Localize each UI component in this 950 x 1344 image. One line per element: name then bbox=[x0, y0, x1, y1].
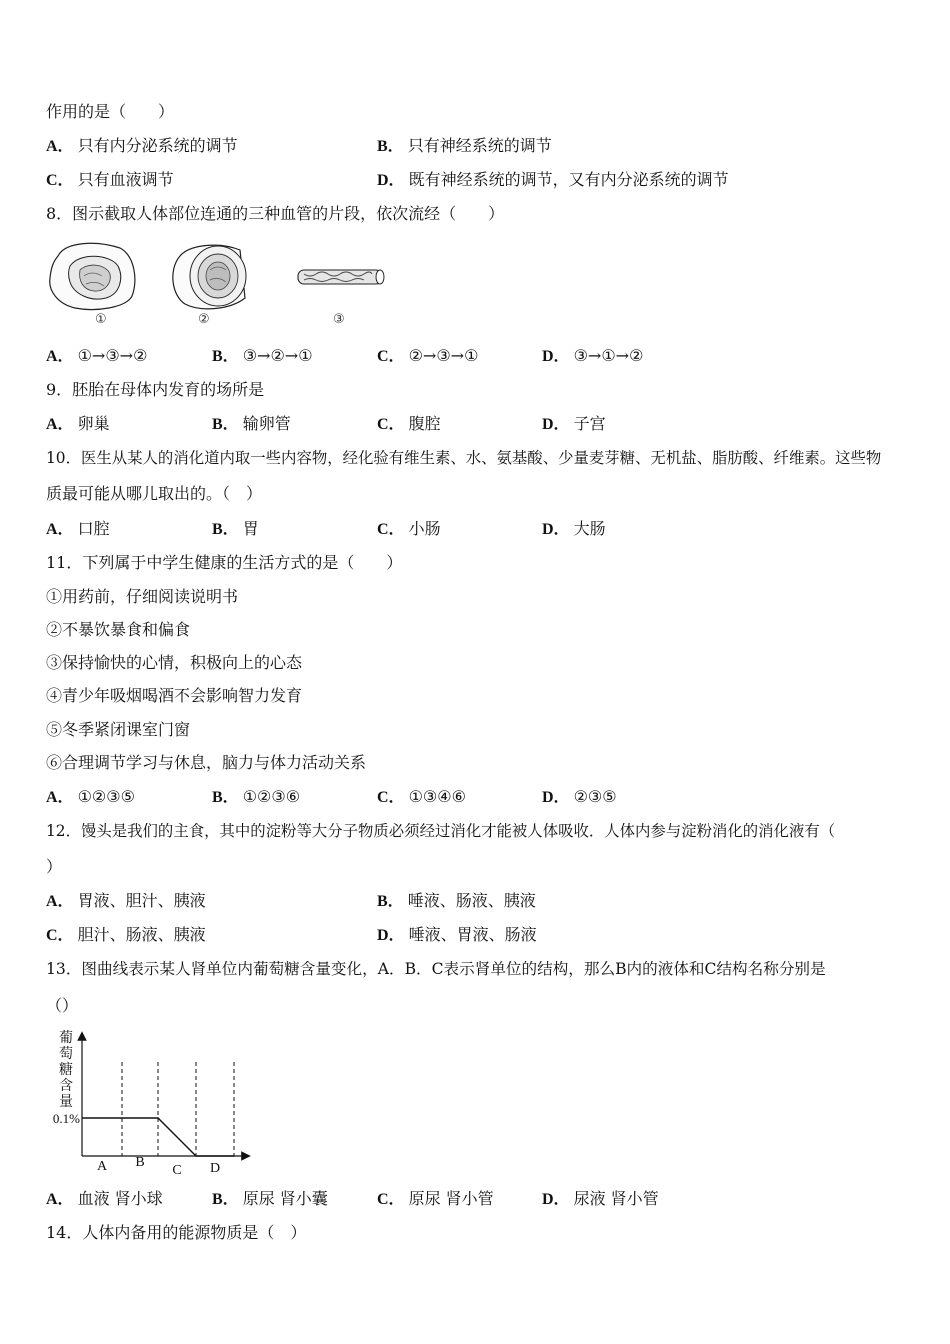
q11-option-a bbox=[46, 787, 135, 808]
glucose-series-line bbox=[82, 1118, 234, 1156]
q8-option-c bbox=[377, 346, 478, 367]
option-text: 胆汁、肠液、胰液 bbox=[77, 925, 206, 944]
q10-stem-line2: 质最可能从哪儿取出的。（ ） bbox=[46, 484, 263, 503]
option-text: ①②③⑤ bbox=[77, 787, 135, 806]
option-text: 血液 肾小球 bbox=[77, 1189, 163, 1208]
option-letter: B． bbox=[212, 416, 239, 433]
q8-option-a bbox=[46, 346, 147, 367]
option-text: 大肠 bbox=[573, 519, 606, 538]
option-text: ③→①→② bbox=[573, 346, 644, 365]
option-text: 小肠 bbox=[408, 519, 441, 538]
q11-option-d bbox=[542, 787, 617, 808]
q14-stem: 14．人体内备用的能源物质是（ ） bbox=[46, 1223, 307, 1242]
option-letter: C． bbox=[377, 521, 405, 538]
option-text: ①→③→② bbox=[77, 346, 148, 365]
q8-option-d bbox=[542, 346, 643, 367]
option-text: 只有神经系统的调节 bbox=[407, 136, 552, 155]
q10-option-c bbox=[377, 519, 441, 540]
option-text: 尿液 肾小管 bbox=[573, 1189, 659, 1208]
option-letter: D． bbox=[377, 172, 405, 189]
x-tick-label-a: A bbox=[96, 1159, 108, 1174]
option-letter: B． bbox=[377, 893, 404, 910]
option-letter: A． bbox=[46, 893, 74, 910]
y-tick-label: 0.1% bbox=[52, 1111, 80, 1126]
option-letter: C． bbox=[377, 1191, 405, 1208]
option-text: 子宫 bbox=[573, 414, 606, 433]
q9-option-d bbox=[542, 414, 606, 435]
x-tick-label-c: C bbox=[172, 1163, 182, 1176]
blood-vessels-figure bbox=[40, 236, 400, 314]
q10-option-b bbox=[212, 519, 259, 540]
option-text: ③→②→① bbox=[242, 346, 313, 365]
option-text: 唾液、肠液、胰液 bbox=[407, 891, 536, 910]
option-text: ①②③⑥ bbox=[242, 787, 301, 806]
option-text: 腹腔 bbox=[408, 414, 441, 433]
option-text: 口腔 bbox=[77, 519, 110, 538]
q7-option-a bbox=[46, 136, 238, 157]
q11-option-b bbox=[212, 787, 300, 808]
q9-option-c bbox=[377, 414, 441, 435]
q13-option-a bbox=[46, 1189, 163, 1210]
option-letter: D． bbox=[542, 1191, 570, 1208]
option-letter: D． bbox=[542, 521, 570, 538]
q7-stem-tail: 作用的是（ ） bbox=[46, 102, 175, 121]
q11-item-5: ⑤冬季紧闭课室门窗 bbox=[46, 720, 191, 739]
option-letter: A． bbox=[46, 348, 74, 365]
vessel-2-illustration bbox=[173, 245, 246, 309]
option-text: 既有神经系统的调节，又有内分泌系统的调节 bbox=[408, 170, 729, 189]
x-tick-labels bbox=[97, 1155, 220, 1176]
option-letter: B． bbox=[212, 521, 239, 538]
option-letter: D． bbox=[542, 416, 570, 433]
segment-dividers bbox=[122, 1062, 234, 1156]
option-text: ②→③→① bbox=[408, 346, 479, 365]
q7-option-d bbox=[377, 170, 729, 191]
q9-option-b bbox=[212, 414, 291, 435]
vessel-3-illustration bbox=[298, 270, 384, 284]
vessel-1-illustration bbox=[50, 243, 135, 309]
option-letter: A． bbox=[46, 789, 74, 806]
q11-item-2: ②不暴饮暴食和偏食 bbox=[46, 620, 191, 639]
q13-stem-line2: （） bbox=[46, 996, 79, 1015]
option-letter: C． bbox=[377, 416, 405, 433]
option-letter: B． bbox=[212, 1191, 239, 1208]
q12-option-b bbox=[377, 891, 536, 912]
option-letter: C． bbox=[46, 172, 74, 189]
option-letter: A． bbox=[46, 416, 74, 433]
q11-option-c bbox=[377, 787, 466, 808]
option-letter: C． bbox=[46, 927, 74, 944]
q9-stem: 9．胚胎在母体内发育的场所是 bbox=[46, 380, 265, 399]
option-text: 只有血液调节 bbox=[77, 170, 174, 189]
x-tick-label-d: D bbox=[209, 1161, 221, 1176]
option-letter: A． bbox=[46, 138, 74, 155]
q10-stem-line1: 10．医生从某人的消化道内取一些内容物，经化验有维生素、水、氨基酸、少量麦芽糖、无机盐、脂肪酸、纤维素。这些物 bbox=[46, 449, 882, 467]
q13-stem-line1: 13．图曲线表示某人肾单位内葡萄糖含量变化，A．B．C表示肾单位的结构，那么B内的液体和C结构名称分别是 bbox=[46, 960, 826, 978]
q11-item-3: ③保持愉快的心情，积极向上的心态 bbox=[46, 653, 303, 672]
q9-option-a bbox=[46, 414, 110, 435]
option-letter: D． bbox=[542, 789, 570, 806]
option-text: 原尿 肾小管 bbox=[408, 1189, 494, 1208]
option-letter: B． bbox=[377, 138, 404, 155]
q8-stem: 8．图示截取人体部位连通的三种血管的片段，依次流经（ ） bbox=[46, 204, 505, 223]
q10-option-a bbox=[46, 519, 110, 540]
q11-item-6: ⑥合理调节学习与休息，脑力与体力活动关系 bbox=[46, 753, 367, 772]
option-text: 输卵管 bbox=[242, 414, 291, 433]
option-text: 唾液、胃液、肠液 bbox=[408, 925, 537, 944]
q11-item-4: ④青少年吸烟喝酒不会影响智力发育 bbox=[46, 686, 303, 705]
vessel-3-label: ③ bbox=[333, 312, 345, 327]
q13-option-b bbox=[212, 1189, 328, 1210]
option-text: 胃 bbox=[242, 519, 259, 538]
q8-option-b bbox=[212, 346, 313, 367]
q13-option-c bbox=[377, 1189, 494, 1210]
option-letter: D． bbox=[377, 927, 405, 944]
option-text: 只有内分泌系统的调节 bbox=[77, 136, 238, 155]
q11-stem: 11．下列属于中学生健康的生活方式的是（ ） bbox=[46, 553, 403, 572]
option-text: ②③⑤ bbox=[573, 787, 617, 806]
q12-stem-line1: 12．馒头是我们的主食，其中的淀粉等大分子物质必须经过消化才能被人体吸收．人体内参与淀粉消化的消化液有（ bbox=[46, 822, 836, 840]
q10-option-d bbox=[542, 519, 606, 540]
option-letter: C． bbox=[377, 789, 405, 806]
q12-stem-line2: ） bbox=[46, 857, 63, 876]
q13-option-d bbox=[542, 1189, 659, 1210]
x-tick-label-b: B bbox=[135, 1155, 145, 1170]
option-letter: A． bbox=[46, 1191, 74, 1208]
option-letter: B． bbox=[212, 348, 239, 365]
vessel-2-label: ② bbox=[198, 312, 210, 327]
option-letter: C． bbox=[377, 348, 405, 365]
q7-option-b bbox=[377, 136, 552, 157]
q7-option-c bbox=[46, 170, 174, 191]
option-text: 胃液、胆汁、胰液 bbox=[77, 891, 206, 910]
y-axis-label: 葡萄糖含量 bbox=[59, 1030, 73, 1110]
option-text: 原尿 肾小囊 bbox=[242, 1189, 328, 1208]
q12-option-a bbox=[46, 891, 206, 912]
vessel-1-label: ① bbox=[95, 312, 107, 327]
option-letter: B． bbox=[212, 789, 239, 806]
q12-option-d bbox=[377, 925, 537, 946]
q11-item-1: ①用药前，仔细阅读说明书 bbox=[46, 587, 239, 606]
option-letter: D． bbox=[542, 348, 570, 365]
option-text: 卵巢 bbox=[77, 414, 110, 433]
option-letter: A． bbox=[46, 521, 74, 538]
q12-option-c bbox=[46, 925, 206, 946]
option-text: ①③④⑥ bbox=[408, 787, 466, 806]
